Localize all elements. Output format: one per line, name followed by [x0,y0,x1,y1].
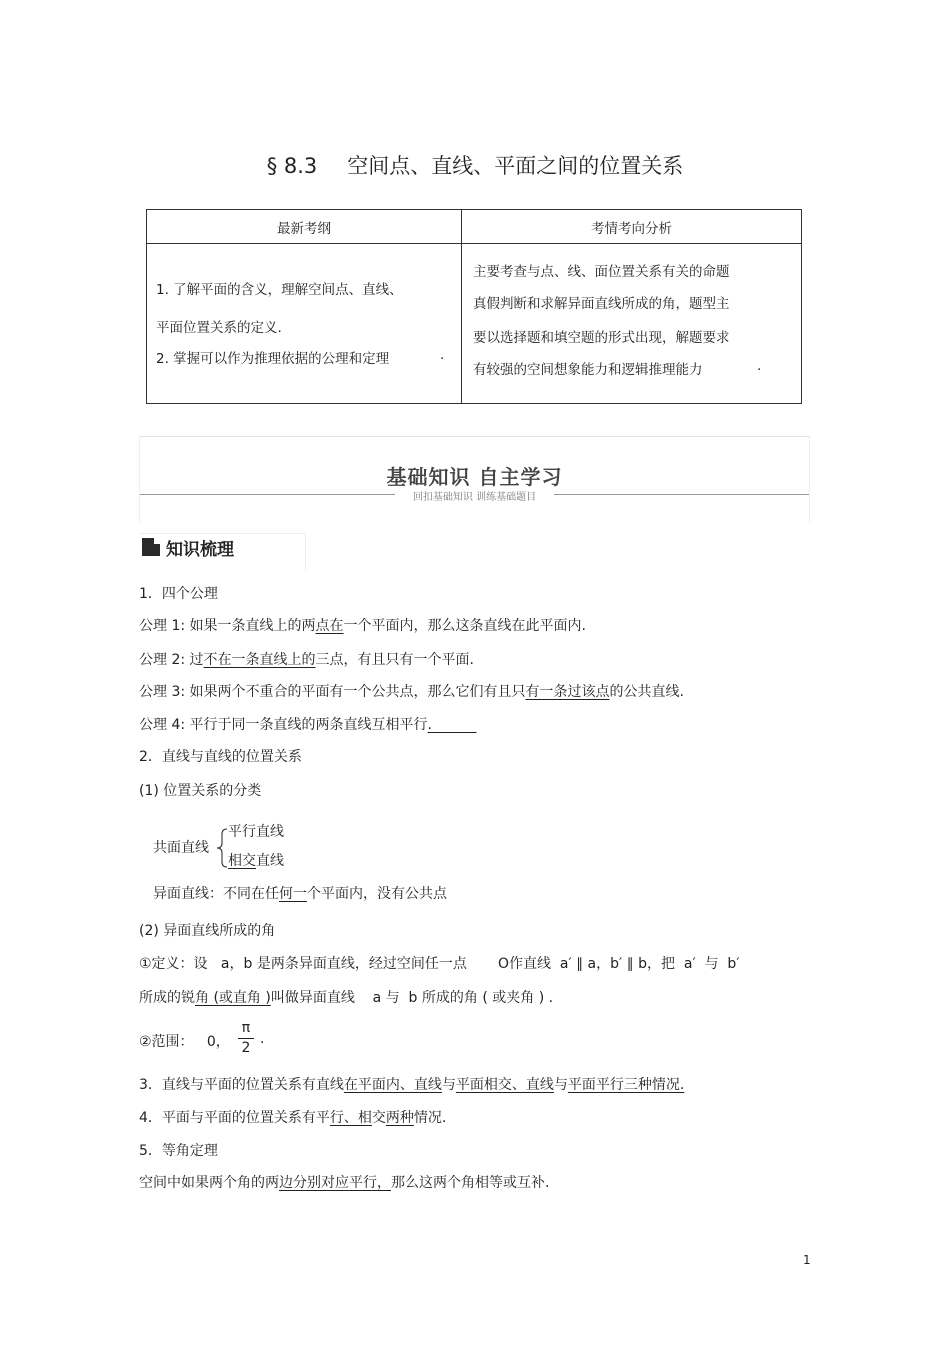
knowledge-label: 知识梳理 [166,540,234,560]
intersecting-text: 直线 [256,853,284,869]
square-bullet-icon-notch [154,538,160,544]
intersecting-lines [228,850,284,870]
line-plane-relation [139,1074,684,1094]
axiom-3-text-end: 的公共直线. [609,684,684,700]
definition-line-2 [139,987,553,1007]
intersecting-blank: 相交 [228,853,256,869]
range-end: . [260,1031,265,1047]
syllabus-line: 平面位置关系的定义. [156,320,282,336]
ea-text: 空间中如果两个角的两 [139,1175,279,1191]
banner-title: 基础知识 自主学习 [386,465,563,489]
skew-text: 异面直线：不同在任 [153,886,279,902]
definition-text: 所成的锐 [139,990,195,1006]
parallel-lines: 平行直线 [228,824,284,840]
range-label: ②范围： 0， [139,1034,230,1050]
lp-blank-3: 平面平行三种情况. [567,1077,685,1093]
pi-numerator: π [241,1020,251,1036]
page-number: 1 [803,1253,811,1267]
axiom-1-blank: 点在 [315,618,344,634]
lp-text: 与 [441,1077,456,1093]
axiom-2-text-end: 三点，有且只有一个平面. [315,652,474,668]
page-title [0,150,950,180]
analysis-line: 有较强的空间想象能力和逻辑推理能力 [473,362,703,378]
axiom-2 [139,649,474,669]
outline-table [146,209,802,404]
axiom-2-blank: 不在一条直线上的 [203,652,316,668]
coplanar-label: 共面直线 [153,840,209,856]
section-banner [139,436,810,523]
syllabus-line: 1. 了解平面的含义，理解空间点、直线、 [156,282,403,298]
analysis-line: 主要考查与点、线、面位置关系有关的命题 [473,264,730,280]
pp-text-end: 情况. [413,1110,447,1126]
pp-blank-2: 两种 [385,1110,414,1126]
ea-blank: 边分别对应平行， [279,1175,391,1191]
fraction-bar [238,1038,254,1039]
axiom-4 [139,714,476,734]
banner-subtitle: 回扣基础知识 训练基础题目 [412,492,537,503]
definition-text-end: 叫做异面直线 a 与 b 所成的角 ( 或夹角 ) . [270,990,554,1006]
analysis-line: 要以选择题和填空题的形式出现，解题要求 [473,330,730,346]
outline-analysis-cell [462,244,802,404]
skew-blank: 何一 [279,886,307,902]
axiom-3-blank: 有一条过该点 [525,684,610,700]
equal-angle-theorem [139,1172,549,1192]
fraction-denominator: 2 [241,1040,251,1056]
outline-header-syllabus: 最新考纲 [147,210,462,244]
axiom-1-text-end: 一个平面内，那么这条直线在此平面内. [343,618,586,634]
lp-text: 3．直线与平面的位置关系有直线 [139,1077,344,1093]
axiom-2-text: 公理 2: 过 [139,652,204,668]
outline-syllabus-cell [147,244,462,404]
syllabus-line-end: . [440,347,445,363]
syllabus-line: 2. 掌握可以作为推理依据的公理和定理 [156,351,390,367]
ea-text-end: 那么这两个角相等或互补. [391,1175,550,1191]
analysis-line: 真假判断和求解异面直线所成的角，题型主 [473,296,730,312]
axiom-3-text: 公理 3: 如果两个不重合的平面有一个公共点，那么它们有且只 [139,684,526,700]
lp-text: 与 [553,1077,568,1093]
section-title: 空间点、直线、平面之间的位置关系 [347,154,684,178]
axiom-1 [139,615,586,635]
heading-equal-angle: 5．等角定理 [139,1143,218,1159]
skew-lines [153,883,447,903]
heading-classification: (1) 位置关系的分类 [139,783,262,799]
analysis-line-end: . [757,358,762,374]
brace-icon [216,828,228,868]
axiom-4-blank: . [427,717,477,733]
skew-text-end: 个平面内，没有公共点 [307,886,447,902]
axiom-4-text: 公理 4: 平行于同一条直线的两条直线互相平行 [139,717,428,733]
lp-blank-1: 在平面内、直线 [343,1077,442,1093]
heading-line-line: 2．直线与直线的位置关系 [139,749,302,765]
pp-text: 4．平面与平面的位置关系有平 [139,1110,330,1126]
lp-blank-2: 平面相交、直线 [455,1077,554,1093]
pp-blank-1: 行、相 [329,1110,372,1126]
axiom-3 [139,681,684,701]
heading-skew-angle: (2) 异面直线所成的角 [139,923,276,939]
plane-plane-relation [139,1107,446,1127]
axiom-1-text: 公理 1: 如果一条直线上的两 [139,618,316,634]
knowledge-heading [139,533,306,570]
heading-axioms: 1．四个公理 [139,586,218,602]
section-number: § 8.3 [266,154,318,178]
pp-text: 交 [371,1110,386,1126]
outline-header-analysis: 考情考向分析 [462,210,802,244]
definition-blank: 角 (或直角 ) [195,990,271,1006]
definition-line-1: ①定义：设 a，b 是两条异面直线，经过空间任一点 O作直线 a′ ∥ a，b′ ∥ b，把 a′ 与 b′ [139,956,740,972]
